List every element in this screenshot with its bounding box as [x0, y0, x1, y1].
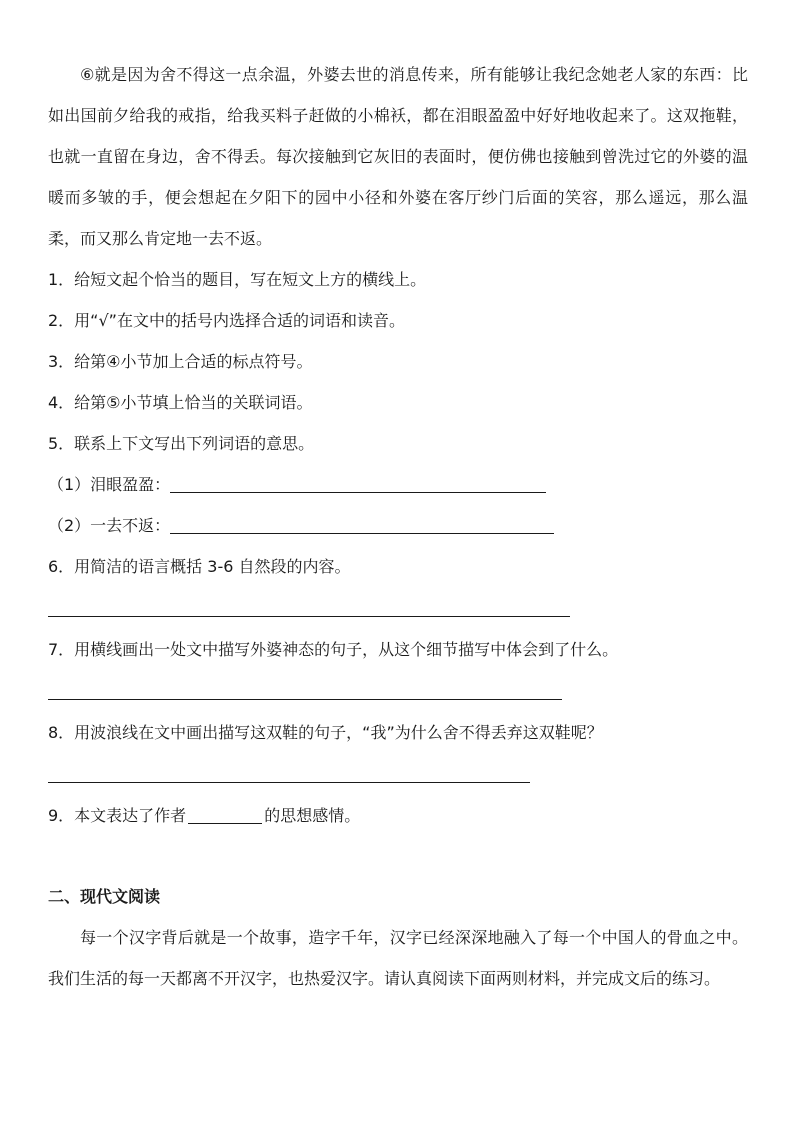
question-5-2	[48, 505, 748, 546]
question-5: 5．联系上下文写出下列词语的意思。	[48, 434, 315, 453]
answer-blank-9[interactable]	[188, 803, 262, 824]
answer-line-8[interactable]	[48, 781, 530, 783]
answer-blank-5-2[interactable]	[170, 513, 554, 534]
question-2: 2．用“√”在文中的括号内选择合适的词语和读音。	[48, 311, 405, 330]
question-9-suffix: 的思想感情。	[264, 806, 361, 825]
question-9-prefix: 9．本文表达了作者	[48, 806, 187, 825]
question-1: 1．给短文起个恰当的题目，写在短文上方的横线上。	[48, 270, 427, 289]
answer-line-7[interactable]	[48, 698, 562, 700]
answer-blank-5-1[interactable]	[170, 472, 546, 493]
question-9	[48, 795, 748, 836]
section-2-intro: 每一个汉字背后就是一个故事，造字千年，汉字已经深深地融入了每一个中国人的骨血之中。我们生活的每一天都离不开汉字，也热爱汉字。请认真阅读下面两则材料，并完成文后的练习。	[48, 928, 748, 988]
question-7: 7．用横线画出一处文中描写外婆神态的句子，从这个细节描写中体会到了什么。	[48, 640, 619, 659]
question-5-1-label: （1）泪眼盈盈：	[48, 475, 171, 494]
question-6: 6．用简洁的语言概括 3-6 自然段的内容。	[48, 557, 351, 576]
question-5-2-label: （2）一去不返：	[48, 516, 171, 535]
question-4: 4．给第⑤小节填上恰当的关联词语。	[48, 393, 313, 412]
question-8: 8．用波浪线在文中画出描写这双鞋的句子，“我”为什么舍不得丢弃这双鞋呢？	[48, 723, 603, 742]
answer-line-6[interactable]	[48, 615, 570, 617]
question-5-1	[48, 464, 748, 505]
passage-paragraph-6: ⑥就是因为舍不得这一点余温，外婆去世的消息传来，所有能够让我纪念她老人家的东西：比如出国前夕给我的戒指，给我买料子赶做的小棉袄，都在泪眼盈盈中好好地收起来了。这双拖鞋，也就一直留在身边，舍不得丢。每次接触到它灰旧的表面时，便仿佛也接触到曾洗过它的外婆的温暖而多皱的手，便会想起在夕阳下的园中小径和外婆在客厅纱门后面的笑容，那么遥远，那么温柔，而又那么肯定地一去不返。	[48, 65, 748, 248]
worksheet-page	[48, 54, 748, 999]
question-3: 3．给第④小节加上合适的标点符号。	[48, 352, 313, 371]
section-2-title: 二、现代文阅读	[48, 887, 161, 906]
